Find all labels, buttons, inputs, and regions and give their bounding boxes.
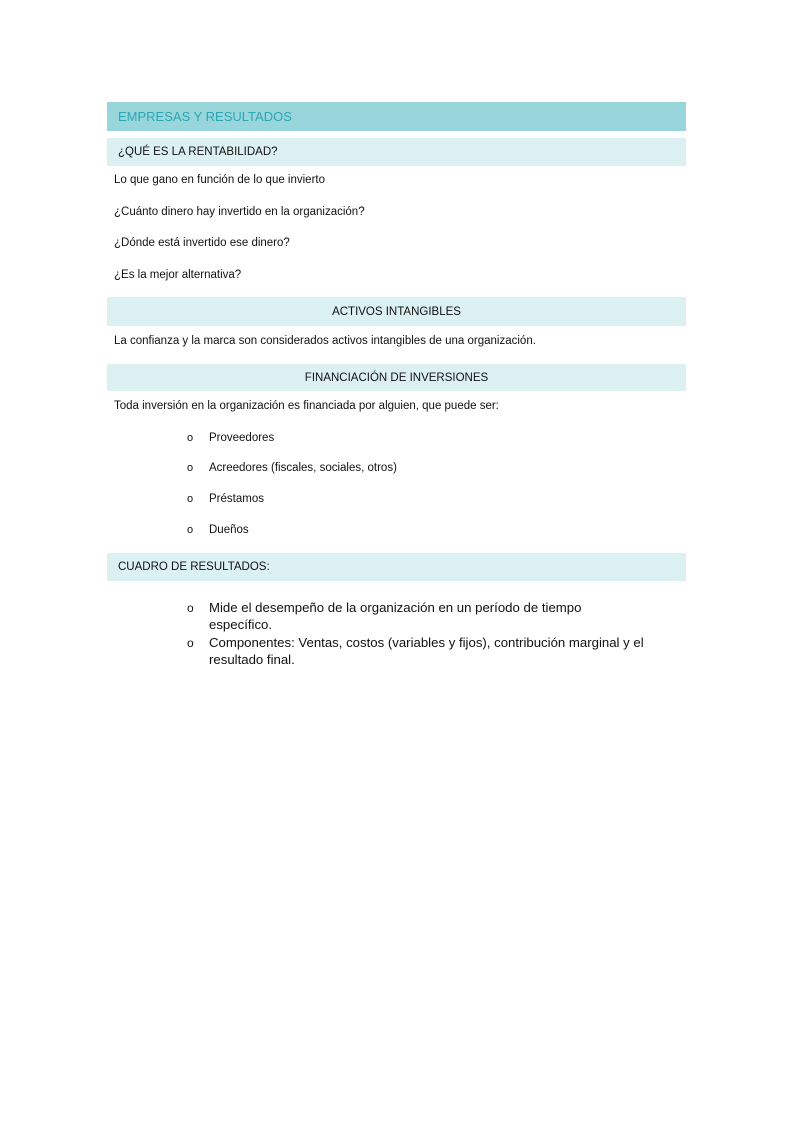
text-line: ¿Es la mejor alternativa? bbox=[114, 269, 242, 281]
list-item: Proveedores bbox=[209, 432, 275, 444]
section-title-empresas: EMPRESAS Y RESULTADOS bbox=[107, 102, 686, 131]
list-item: Mide el desempeño de la organización en un período de tiempo específico. bbox=[209, 600, 582, 632]
text-line: ¿Cuánto dinero hay invertido en la organización? bbox=[114, 206, 365, 218]
text-line: Lo que gano en función de lo que invierto bbox=[114, 174, 325, 186]
bullet-icon: o bbox=[187, 462, 194, 474]
bullet-icon: o bbox=[187, 524, 194, 536]
text-financiacion-intro: Toda inversión en la organización es financiada por alguien, que puede ser: bbox=[114, 400, 499, 412]
bullet-icon: o bbox=[187, 432, 194, 444]
heading-activos-intangibles: ACTIVOS INTANGIBLES bbox=[107, 297, 686, 326]
list-item: Componentes: Ventas, costos (variables y fijos), contribución marginal y el resultado final. bbox=[209, 635, 644, 667]
bullet-icon: o bbox=[187, 601, 194, 615]
heading-cuadro-resultados: CUADRO DE RESULTADOS: bbox=[107, 553, 686, 581]
list-item: Préstamos bbox=[209, 493, 264, 505]
text-activos: La confianza y la marca son considerados activos intangibles de una organización. bbox=[114, 335, 536, 347]
bullet-icon: o bbox=[187, 636, 194, 650]
list-item: Acreedores (fiscales, sociales, otros) bbox=[209, 462, 397, 474]
heading-financiacion: FINANCIACIÓN DE INVERSIONES bbox=[107, 364, 686, 391]
bullet-icon: o bbox=[187, 493, 194, 505]
list-item: Dueños bbox=[209, 524, 249, 536]
text-line: ¿Dónde está invertido ese dinero? bbox=[114, 237, 290, 249]
heading-rentabilidad: ¿QUÉ ES LA RENTABILIDAD? bbox=[107, 138, 686, 166]
